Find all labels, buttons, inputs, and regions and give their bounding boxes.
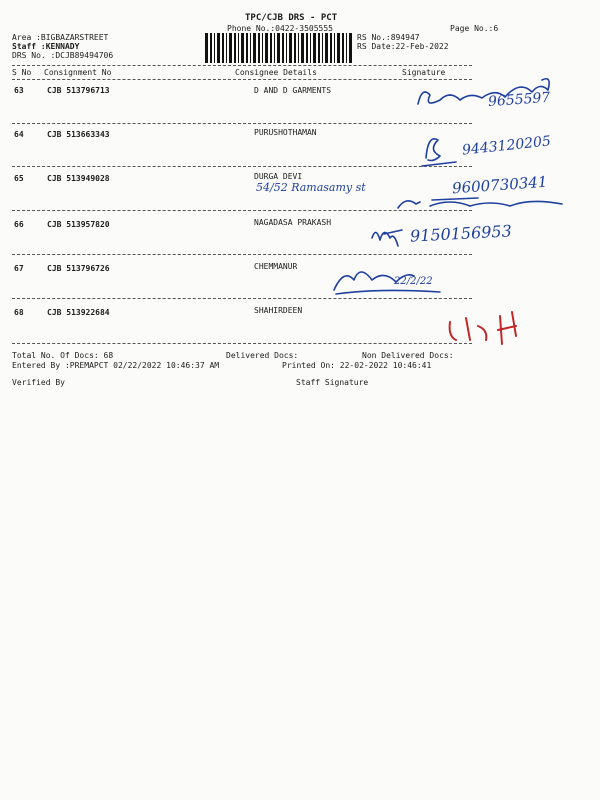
row-consignment: CJB 513796726 (47, 264, 110, 273)
col-header-sno: S No (12, 68, 32, 77)
staff-signature-label: Staff Signature (296, 378, 369, 387)
col-header-consignee: Consignee Details (235, 68, 317, 77)
handwritten-phone: 9655597 (487, 89, 551, 111)
row-consignment: CJB 513949028 (47, 174, 110, 183)
row-consignee: PURUSHOTHAMAN (254, 128, 317, 137)
row-consignee: NAGADASA PRAKASH (254, 218, 332, 227)
row-consignment: CJB 513663343 (47, 130, 110, 139)
row-consignee: DURGA DEVI (254, 172, 303, 181)
staff-label: Staff :KENNADY (12, 42, 80, 51)
page-number: Page No.:6 (450, 24, 499, 33)
total-docs: Total No. Of Docs: 68 (12, 351, 114, 360)
row-consignment: CJB 513796713 (47, 86, 110, 95)
row-consignment: CJB 513922684 (47, 308, 110, 317)
row-sno: 64 (14, 130, 24, 139)
row-sno: 65 (14, 174, 24, 183)
document-title: TPC/CJB DRS - PCT (245, 13, 338, 23)
printed-on: Printed On: 22-02-2022 10:46:41 (282, 361, 432, 370)
row-sno: 63 (14, 86, 24, 95)
area-label: Area :BIGBAZARSTREET (12, 33, 109, 42)
verified-by-label: Verified By (12, 378, 65, 387)
row-sno: 67 (14, 264, 24, 273)
col-header-signature: Signature (402, 68, 446, 77)
phone-number: Phone No.:0422-3505555 (227, 24, 333, 33)
row-sno: 66 (14, 220, 24, 229)
handwritten-phone: 9443120205 (461, 133, 552, 159)
row-consignee: CHEMMANUR (254, 262, 298, 271)
row-consignment: CJB 513957820 (47, 220, 110, 229)
handwritten-phone: 9150156953 (409, 221, 513, 246)
row-sno: 68 (14, 308, 24, 317)
delivered-docs: Delivered Docs: (226, 351, 299, 360)
entered-by: Entered By :PREMAPCT 02/22/2022 10:46:37 AM (12, 361, 220, 370)
handwritten-address: 54/52 Ramasamy st (256, 181, 366, 194)
row-consignee: D AND D GARMENTS (254, 86, 332, 95)
row-consignee: SHAHIRDEEN (254, 306, 303, 315)
rs-date: RS Date:22-Feb-2022 (357, 42, 449, 51)
handwritten-phone: 9600730341 (451, 172, 548, 198)
handwritten-date: 22/2/22 (394, 276, 433, 287)
non-delivered-docs: Non Delivered Docs: (362, 351, 454, 360)
rs-number: RS No.:894947 (357, 33, 420, 42)
drs-number: DRS No. :DCJB89494706 (12, 51, 114, 60)
col-header-consignment: Consignment No (44, 68, 112, 77)
